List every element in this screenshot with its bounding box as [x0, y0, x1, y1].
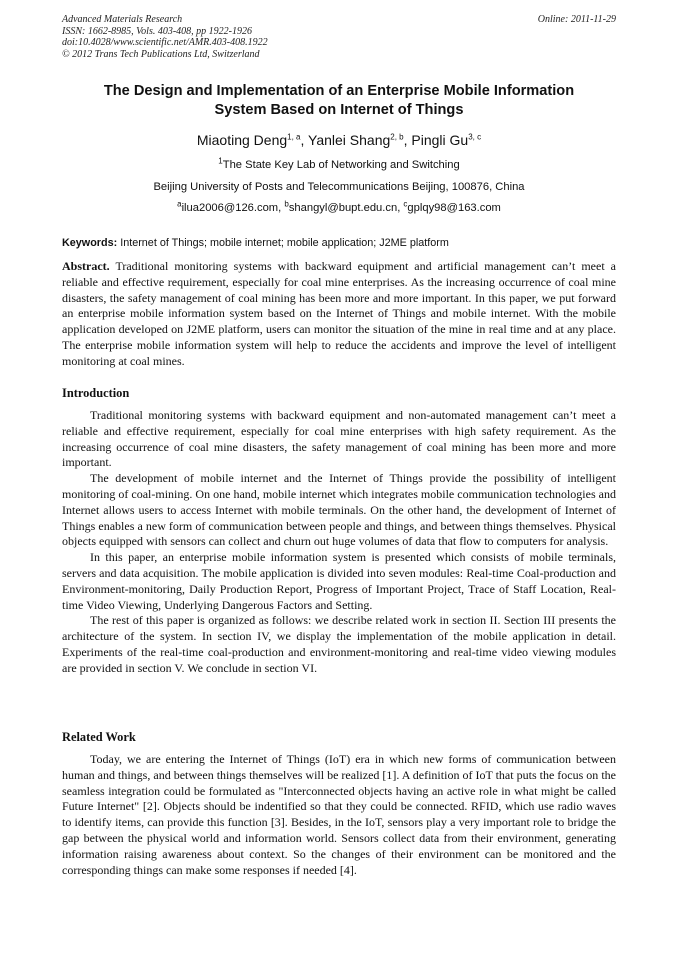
journal-doi: doi:10.4028/www.scientific.net/AMR.403-408.1922 [62, 37, 268, 49]
abstract-label: Abstract. [62, 259, 110, 273]
author-name: Yanlei Shang [308, 132, 391, 148]
paragraph: The development of mobile internet and the Internet of Things provide the possibility of intelligent monitoring of coal-mining. On one hand, mobile internet which integrates mobile communication technologies and Internet allows users to access Internet with mobile terminals. On the other hand, the development of Internet of Things enables a new form of communication between people and things, and between things themselves. Physical objects equipped with sensors can collect and churn out huge volumes of data that flow to computers for analysis. [62, 471, 616, 549]
email-address: shangyl@bupt.edu.cn [288, 202, 398, 214]
paragraph: In this paper, an enterprise mobile information system is presented which consists of mobile terminals, servers and data acquisition. The mobile application is divided into seven modules: Real-time Coal-production and Environment-monitoring, Daily Production Report, Progress of Important Project, Trace of Staff Location, Real-time Video Viewing, Underlying Dangerous Factors and Setting. [62, 550, 616, 612]
journal-name: Advanced Materials Research [62, 14, 183, 25]
journal-issn: ISSN: 1662-8985, Vols. 403-408, pp 1922-1926 [62, 25, 252, 37]
section-heading-related-work: Related Work [62, 730, 136, 744]
paragraph: Today, we are entering the Internet of Things (IoT) era in which new forms of communication between human and things, and between things themselves will be realized [1]. A definition of IoT that puts the focus on the seamless integration could be formulated as "Interconnected objects having an active role in what might be called Future Internet" [2]. Objects should be indentified so that they could be connected. RFID, which use radio waves to identify items, can provide this function [3]. Besides, in the IoT, sensors play a very important role to bridge the gap between the physical world and information world. Sensors collect data from their environment, generating information raising awareness about context. So the changes of their environment can be monitored and the corresponding things can make some responses if needed [4]. [62, 752, 616, 877]
abstract [62, 259, 616, 370]
section-related-work [62, 752, 616, 878]
author-separator: , [403, 132, 412, 148]
author-affil-mark: 1, a [287, 132, 301, 142]
email-address: ilua2006@126.com [181, 202, 279, 214]
paper-title [62, 82, 616, 120]
keywords-label: Keywords: [62, 237, 118, 249]
affiliation-lab [62, 158, 616, 172]
email-mark: b [284, 199, 289, 209]
author-emails [62, 201, 616, 215]
affiliation-mark: 1 [218, 156, 223, 166]
email-address: gplqy98@163.com [407, 202, 501, 214]
author-name: Pingli Gu [411, 132, 469, 148]
keywords [62, 236, 616, 250]
abstract-text: Traditional monitoring systems with backward equipment and artificial management can’t meet a reliable and effective requirement, especially for coal mine enterprises. As the increasing occurrence of coal mine disasters, the safety management of coal mining has been more and more important. In this paper, we put forward an enterprise mobile information system based on the Internet of Things and mobile internet. With the mobile application developed on J2ME platform, users can monitor the situation of the mine in real time and at any place. The enterprise mobile information system will help to reduce the accidents and improve the level of intelligent monitoring at coal mines. [62, 259, 616, 368]
author-affil-mark: 2, b [390, 132, 404, 142]
online-date: Online: 2011-11-29 [537, 14, 616, 25]
section-heading-introduction: Introduction [62, 386, 130, 400]
keywords-text: Internet of Things; mobile internet; mobile application; J2ME platform [117, 237, 449, 249]
email-separator: , [278, 202, 285, 214]
affiliation-lab-text: The State Key Lab of Networking and Switching [222, 159, 460, 171]
email-separator: , [397, 202, 404, 214]
author-affil-mark: 3, c [468, 132, 482, 142]
author-name: Miaoting Deng [196, 132, 288, 148]
author-separator: , [300, 132, 309, 148]
journal-header [62, 14, 616, 60]
title-line-1: The Design and Implementation of an Enterprise Mobile Information [103, 83, 575, 99]
journal-copyright: © 2012 Trans Tech Publications Ltd, Switzerland [62, 48, 260, 60]
email-mark: c [403, 199, 408, 209]
affiliation-university: Beijing University of Posts and Telecommunications Beijing, 100876, China [153, 181, 525, 193]
email-mark: a [177, 199, 182, 209]
author-list [62, 131, 616, 149]
paragraph: The rest of this paper is organized as follows: we describe related work in section II. Section III presents the architecture of the system. In section IV, we display the implementation of the mobile application in detail. Experiments of the real-time coal-production and environment-monitoring and real-time video viewing modules are provided in section V. We conclude in section VI. [62, 613, 616, 675]
title-line-2: System Based on Internet of Things [214, 102, 464, 118]
section-introduction [62, 408, 616, 677]
paragraph: Traditional monitoring systems with backward equipment and non-automated management can’t meet a reliable and effective requirement, especially for coal mine enterprises with high safety requirement. As the increasing occurrence of coal mine disasters, the safety management of coal mining has been more and more important. [62, 408, 616, 470]
